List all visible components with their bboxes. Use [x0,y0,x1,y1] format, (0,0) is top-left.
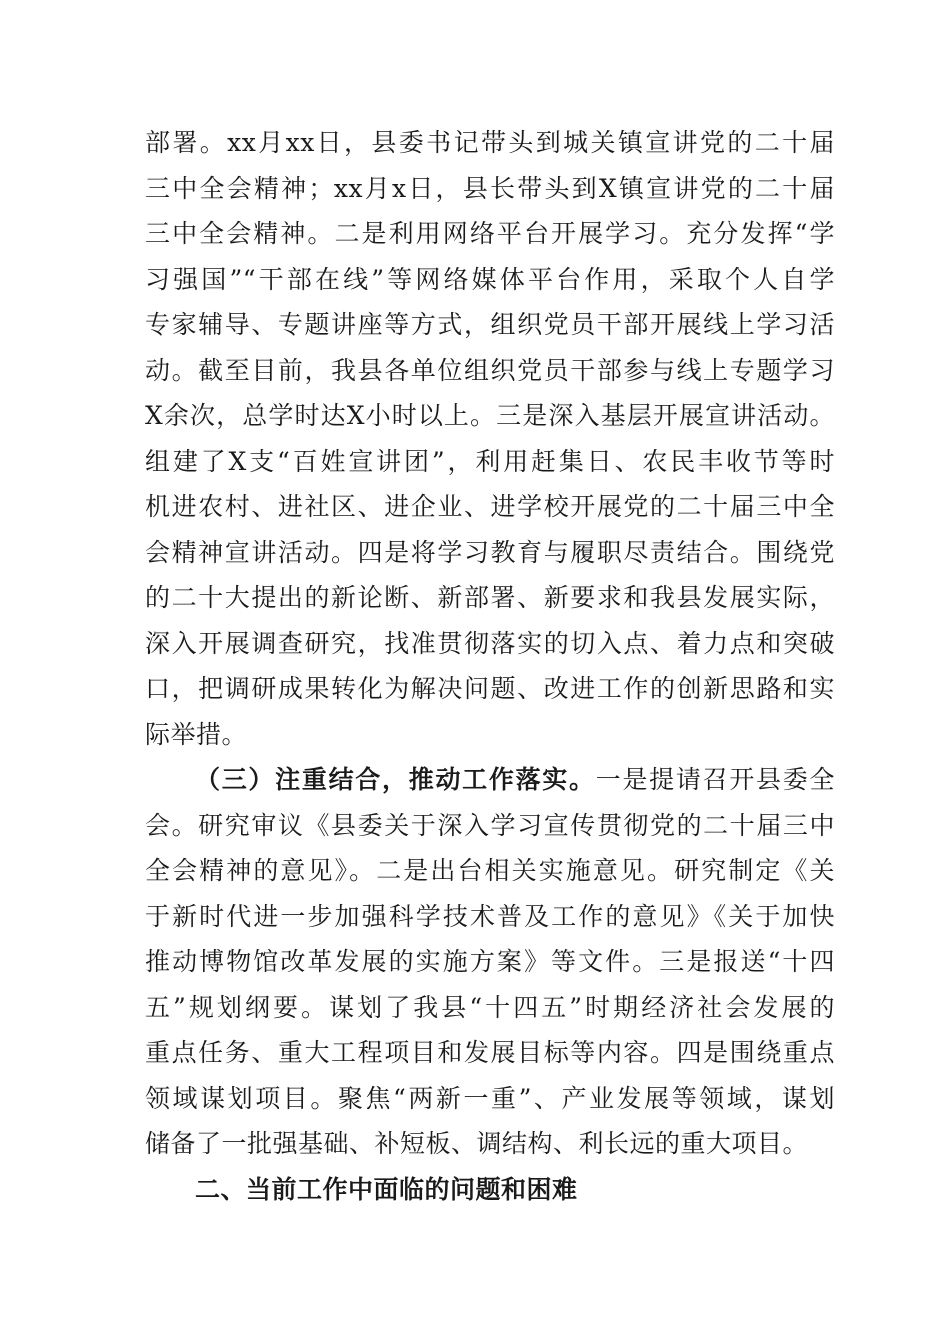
paragraph-line: 重点任务、重大工程项目和发展目标等内容。四是围绕重点 [145,1038,835,1067]
paragraph-line: 领域谋划项目。聚焦“两新一重”、产业发展等领域，谋划 [145,1083,835,1113]
paragraph-line: 深入开展调查研究，找准贯彻落实的切入点、着力点和突破 [145,628,835,658]
paragraph-line: 的二十大提出的新论断、新部署、新要求和我县发展实际， [145,583,835,612]
paragraph-line: 五”规划纲要。谋划了我县“十四五”时期经济社会发展的 [145,992,835,1022]
paragraph-line: 会。研究审议《县委关于深入学习宣传贯彻党的二十届三中 [145,810,835,840]
paragraph-line: 部署。xx月xx日，县委书记带头到城关镇宣讲党的二十届 [145,128,835,157]
paragraph-line: 储备了一批强基础、补短板、调结构、利长远的重大项目。 [145,1129,809,1158]
paragraph-first-line [145,757,835,803]
document-body [145,120,835,1212]
subsection-title: （三）注重结合，推动工作落实。 [195,765,596,794]
paragraph-study-activities [145,120,835,757]
paragraph-line: 动。截至目前，我县各单位组织党员干部参与线上专题学习 [145,355,835,385]
paragraph-line: 全会精神的意见》。二是出台相关实施意见。研究制定《关 [145,856,835,885]
paragraph-line: 专家辅导、专题讲座等方式，组织党员干部开展线上学习活 [145,310,835,339]
paragraph-line: X余次，总学时达X小时以上。三是深入基层开展宣讲活动。 [145,401,835,430]
paragraph-line: 会精神宣讲活动。四是将学习教育与履职尽责结合。围绕党 [145,537,835,567]
paragraph-line: 际举措。 [145,719,248,749]
paragraph-work-implementation [145,757,835,1167]
paragraph-line: 三中全会精神。二是利用网络平台开展学习。充分发挥“学 [145,219,835,248]
paragraph-line: 三中全会精神；xx月x日，县长带头到X镇宣讲党的二十届 [145,173,835,203]
subsection-text: 一是提请召开县委全 [595,765,835,794]
paragraph-line: 组建了X支“百姓宣讲团”，利用赶集日、农民丰收节等时 [145,446,835,476]
section-heading: 二、当前工作中面临的问题和困难 [195,1174,578,1204]
paragraph-line: 推动博物馆改革发展的实施方案》等文件。三是报送“十四 [145,947,835,976]
paragraph-line: 口，把调研成果转化为解决问题、改进工作的创新思路和实 [145,674,835,703]
paragraph-line: 于新时代进一步加强科学技术普及工作的意见》《关于加快 [145,901,835,931]
paragraph-line: 习强国”“干部在线”等网络媒体平台作用，采取个人自学 [145,264,835,294]
paragraph-line: 机进农村、进社区、进企业、进学校开展党的二十届三中全 [145,492,835,521]
